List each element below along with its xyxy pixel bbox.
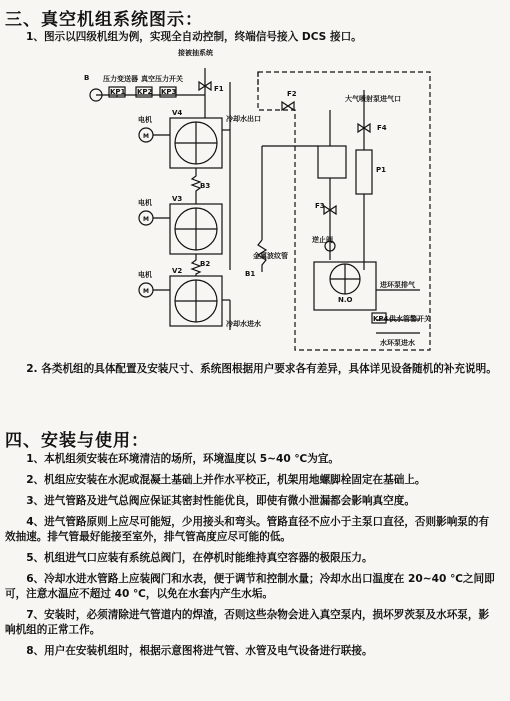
svg-text:B2: B2 bbox=[200, 260, 211, 268]
svg-text:进环泵排气: 进环泵排气 bbox=[380, 281, 415, 289]
svg-text:压力变送器: 压力变送器 bbox=[103, 75, 138, 83]
install-item-4: 4、进气管路原则上应尽可能短，少用接头和弯头。管路直径不应小于主泵口直径，否则影响泵的有效抽速。排气管最好能接至室外，排气管高度应尽可能的低。 bbox=[5, 516, 490, 543]
section3-intro: 1、图示以四级机组为例，实现全自动控制，终端信号接入 DCS 接口。 bbox=[26, 31, 362, 43]
svg-text:大气喷射泵进气口: 大气喷射泵进气口 bbox=[345, 95, 401, 103]
install-item-8: 8、用户在安装机组时，根据示意图将进气管、水管及电气设备进行联接。 bbox=[26, 645, 373, 657]
svg-text:M: M bbox=[143, 216, 149, 223]
svg-text:V2: V2 bbox=[172, 267, 183, 275]
svg-text:KP1: KP1 bbox=[110, 88, 126, 96]
svg-text:F2: F2 bbox=[287, 90, 297, 98]
svg-text:V3: V3 bbox=[172, 195, 183, 203]
svg-text:冷却水进水: 冷却水进水 bbox=[226, 320, 261, 328]
svg-text:F3: F3 bbox=[315, 202, 325, 210]
vacuum-system-diagram bbox=[0, 44, 510, 360]
svg-text:KP2: KP2 bbox=[137, 88, 153, 96]
svg-text:供水管警开关: 供水管警开关 bbox=[389, 315, 431, 323]
svg-text:V4: V4 bbox=[172, 109, 183, 117]
svg-text:电机: 电机 bbox=[138, 199, 152, 207]
install-item-6: 6、冷却水进水管路上应装阀门和水表，便于调节和控制水量；冷却水出口温度在 20~40 ℃之间即可，注意水温应不超过 40 ℃，以免在水套内产生水垢。 bbox=[5, 573, 495, 600]
svg-text:M: M bbox=[143, 133, 149, 140]
svg-text:B: B bbox=[84, 74, 90, 82]
install-item-7: 7、安装时，必须清除进气管道内的焊渣，否则这些杂物会进入真空泵内，损坏罗茨泵及水环泵，影响机组的正常工作。 bbox=[5, 609, 490, 636]
svg-text:B3: B3 bbox=[200, 182, 211, 190]
svg-text:M: M bbox=[143, 288, 149, 295]
svg-text:逆止阀: 逆止阀 bbox=[312, 236, 333, 244]
svg-text:冷却水出口: 冷却水出口 bbox=[226, 115, 261, 123]
label-top: 接被抽系统 bbox=[178, 49, 213, 57]
svg-text:金属波纹管: 金属波纹管 bbox=[253, 252, 288, 260]
section3-title: 三、真空机组系统图示： bbox=[5, 10, 203, 30]
svg-text:F1: F1 bbox=[214, 85, 224, 93]
svg-text:电机: 电机 bbox=[138, 271, 152, 279]
svg-text:电机: 电机 bbox=[138, 116, 152, 124]
svg-text:N.O: N.O bbox=[338, 296, 353, 304]
svg-text:P1: P1 bbox=[376, 166, 387, 174]
svg-text:水环泵进水: 水环泵进水 bbox=[380, 339, 415, 347]
svg-text:KP4: KP4 bbox=[373, 315, 389, 323]
svg-text:F4: F4 bbox=[377, 124, 387, 132]
svg-text:真空压力开关: 真空压力开关 bbox=[141, 75, 183, 83]
install-item-2: 2、机组应安装在水泥或混凝土基础上并作水平校正，机架用地螺脚栓固定在基础上。 bbox=[26, 474, 426, 486]
install-item-1: 1、本机组须安装在环境清洁的场所，环境温度以 5~40 ℃为宜。 bbox=[26, 453, 340, 465]
section4-title: 四、安装与使用： bbox=[5, 431, 149, 451]
install-item-3: 3、进气管路及进气总阀应保证其密封性能优良，即使有微小泄漏都会影响真空度。 bbox=[26, 495, 415, 507]
install-item-5: 5、机组进气口应装有系统总阀门，在停机时能维持真空容器的极限压力。 bbox=[26, 552, 373, 564]
svg-text:KP3: KP3 bbox=[161, 88, 177, 96]
note-2: 2. 各类机组的具体配置及安装尺寸、系统图根据用户要求各有差异，具体详见设备随机的补充说明。 bbox=[26, 363, 497, 375]
svg-text:B1: B1 bbox=[245, 270, 256, 278]
